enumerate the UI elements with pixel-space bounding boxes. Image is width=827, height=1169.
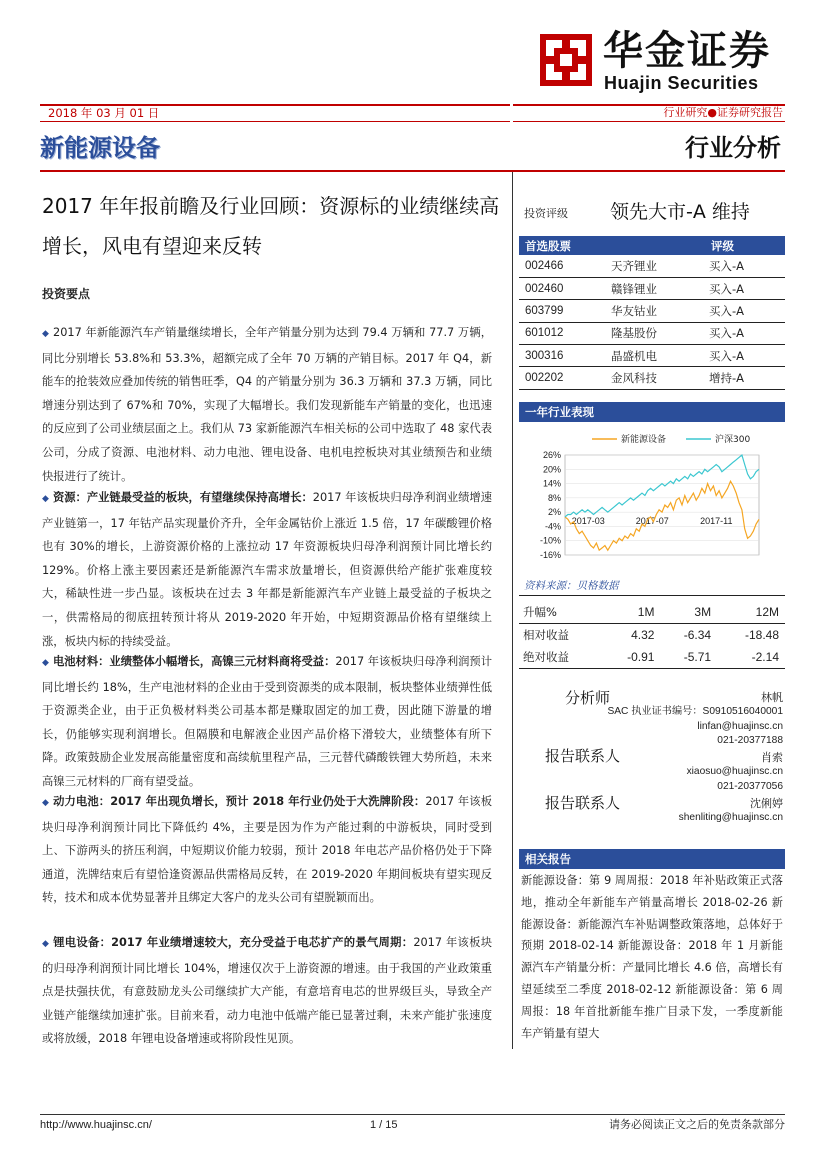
header-divider: [40, 170, 785, 172]
perf-row-label: 绝对收益: [519, 646, 604, 669]
sector-title: 新能源设备: [40, 134, 160, 162]
legend-label-sector: 新能源设备: [621, 435, 667, 445]
analyst-name: 林帆: [761, 691, 783, 704]
chart-source: 资料来源：贝格数据: [524, 580, 619, 592]
diamond-bullet-icon: ◆: [42, 494, 49, 504]
page-number: 1 / 15: [370, 1119, 398, 1131]
table-row: [519, 255, 785, 277]
stock-name: 金风科技: [605, 367, 705, 389]
industry-performance-chart: [519, 427, 785, 577]
perf-row-label: 相对收益: [523, 628, 569, 642]
key-point-heading: 锂电设备：2017 年业绩增速较大，充分受益于电芯扩产的景气周期：: [53, 936, 414, 949]
header-top-picks: 首选股票: [519, 236, 605, 255]
x-tick-label: 2017-11: [700, 515, 733, 526]
chart-grid: [565, 455, 759, 555]
key-point-1: [42, 321, 492, 488]
legend-label-hs300: 沪深300: [715, 435, 751, 445]
table-row: [519, 277, 785, 299]
series-line-hs300: [565, 455, 759, 517]
doc-type: 行业分析: [685, 134, 781, 162]
contact-label: 报告联系人: [545, 794, 621, 812]
stock-rating: 买入-A: [705, 255, 785, 277]
analyst-phone: 021-20377188: [717, 735, 783, 746]
stock-code: 300316: [519, 345, 605, 367]
y-tick-label: 14%: [542, 478, 561, 489]
chart-legend: [592, 433, 750, 445]
perf-header-3m: 3M: [660, 601, 717, 624]
table-row: [519, 345, 785, 367]
top-picks-table: [519, 236, 785, 390]
analyst-cert: SAC 执业证书编号：S0910516040001: [607, 706, 783, 717]
table-row: [519, 322, 785, 344]
stock-name: 隆基股份: [605, 322, 705, 344]
key-point-text: 2017 年该板块的归母净利润预计同比增长 104%，增速仅次于上游资源的增速。由于我国的产业政策重点是扶强扶优，有意鼓励龙头公司继续扩大产能，有意培育电芯的世界级巨头，导致全产业链产能继续加速扩张。目前来看，动力电池中低端产能已显著过剩，未来产能扩张速度或将放缓，2018 年锂电设备增速或将阶段性见顶。: [42, 936, 492, 1046]
contact-email: xiaosuo@huajinsc.cn: [686, 766, 783, 777]
perf-1m: 4.32: [631, 628, 655, 642]
rating-label: 投资评级: [524, 207, 568, 220]
logo-chinese: 华金证券: [603, 28, 771, 74]
stock-code: 002202: [519, 367, 605, 389]
stock-rating: 买入-A: [705, 322, 785, 344]
header-rating: 评级: [705, 236, 785, 255]
diamond-bullet-icon: ◆: [42, 798, 50, 808]
chart-x-axis: [572, 516, 733, 526]
logo-english: Huajin Securities: [604, 73, 759, 93]
y-tick-label: 20%: [542, 464, 561, 475]
table-row: [519, 624, 785, 647]
perf-header-label: 升幅%: [519, 601, 604, 624]
stock-rating: 增持-A: [705, 367, 785, 389]
stock-name: 晶盛机电: [605, 345, 705, 367]
stock-rating: 买入-A: [705, 345, 785, 367]
y-tick-label: 8%: [547, 492, 561, 503]
table-row: [519, 646, 785, 669]
y-tick-label: -4%: [544, 521, 561, 532]
stock-code: 603799: [519, 300, 605, 322]
x-tick-label: 2017-03: [571, 515, 605, 526]
contact-name: 肖索: [761, 751, 783, 764]
report-type: 行业研究●证券研究报告: [663, 106, 783, 119]
diamond-bullet-icon: ◆: [42, 658, 49, 668]
report-date: 2018 年 03 月 01 日: [48, 106, 160, 120]
perf-12m: -2.14: [717, 646, 785, 669]
analyst-label: 分析师: [565, 689, 611, 707]
contact-email: shenliting@huajinsc.cn: [678, 812, 783, 823]
table-header: [519, 601, 785, 624]
footer-divider: [40, 1114, 785, 1115]
performance-table: [519, 601, 785, 669]
key-point-text: 2017 年该板块归母净利润业绩增速产业链第一，17 年钴产品实现量价齐升，全年金属钴价上涨近 1.5 倍，17 年碳酸锂价格也有 30%的增长，上游资源价格的上涨拉动 17 年资源板块归母净利润预计同比增长约 129%。价格上涨主要因素还是新能源汽车需求放量增长，但资源供给产能扩张难度较大，稀缺性进一步凸显。该板块在过去 3 年都是新能源汽车产业链上最受益的子板块之一，供需格局的彻底扭转预计将从 2019-2020 年开始，中短期资源品价格有望继续上涨，板块内标的持续受益。: [42, 491, 493, 648]
table-row: [519, 300, 785, 322]
huajin-logo-icon: [540, 34, 592, 86]
y-tick-label: 26%: [542, 450, 561, 460]
related-reports-list: 新能源设备：第 9 周周报：2018 年补贴政策正式落地，推动全年新能车产销量高增长 2018-02-26 新能源设备：新能源汽车补贴调整政策落地，总体好于预期 2018-02-14 新能源设备：2018 年 1 月新能源汽车产销量分析：产量同比增长 4.6 倍，高增长有望延续至二季度 2018-02-12 新能源设备：第 6 周周报：18 年首批新能车推广目录下发，一季度新能车产销量有望大: [521, 874, 783, 1040]
report-title: 2017 年年报前瞻及行业回顾：资源标的业绩继续高增长，风电有望迎来反转: [42, 194, 500, 258]
chart-frame: [565, 455, 759, 555]
key-point-2: [42, 486, 492, 653]
column-divider: [512, 172, 513, 1049]
chart-y-axis: [540, 450, 561, 560]
key-point-text: 2017 年该板块归母净利润预计同比下降低约 4%，主要是因为作为产能过剩的中游板块，同时受到上、下游两头的挤压利润，中短期议价能力较弱，预计 2018 年电芯产品价格仍处于下降通道，洗牌结束后有望恰逢资源品供需格局反转，在 2019-2020 年期间板块有望实现反转，技术和成本优势显著并且绑定大客户的龙头公司有望脱颖而出。: [42, 795, 493, 905]
stock-rating: 买入-A: [705, 300, 785, 322]
perf-12m: -18.48: [744, 628, 779, 642]
analyst-email: linfan@huajinsc.cn: [697, 720, 783, 732]
key-points-heading: 投资要点: [42, 287, 91, 301]
key-point-text: 2017 年该板块归母净利润预计同比增长约 18%，生产电池材料的企业由于受到资源类的成本限制，板块整体业绩弹性低于资源类企业，由于正负极材料类公司基本都是赚取固定的加工费，因此随下游量的增长，仍能够实现利润增长。但隔膜和电解液企业因产品价格下滑较大，业绩整体有所下降。政策鼓励企业发展高能量密度和高续航里程产品，三元替代磷酸铁锂大势所趋，未来高镍三元材料的厂商有望受益。: [42, 655, 493, 788]
perf-1m: -0.91: [604, 646, 661, 669]
rating-value: 领先大市-A 维持: [610, 201, 750, 223]
key-point-text: 2017 年新能源汽车产销量继续增长，全年产销量分别为达到 79.4 万辆和 77.7 万辆，同比分别增长 53.8%和 53.3%，超额完成了全年 70 万辆的产销目标。2017 年 Q4，新能车的抢装效应叠加传统的销售旺季，Q4 的产销量分别为 36.3 万辆和 37.3 万辆，同比增速分别达到了 67%和 70%，实现了大幅增长。我们发现新能车产销量的变化，也迅速的反应到了公司业绩层面之上。我们从 73 家新能源汽车相关标的公司中选取了 48 家代表公司，分成了资源、电池材料、动力电池、锂电设备、电机电控板块对其业绩预告和业绩快报进行了统计。: [42, 326, 493, 483]
key-point-5: [42, 931, 492, 1051]
stock-name: 天齐锂业: [605, 255, 705, 277]
footer-url[interactable]: http://www.huajinsc.cn/: [40, 1119, 152, 1131]
key-point-4: [42, 790, 492, 910]
stock-name: 赣锋锂业: [605, 277, 705, 299]
footer-disclaimer: 请务必阅读正文之后的免责条款部分: [609, 1118, 785, 1131]
diamond-bullet-icon: ◆: [42, 329, 50, 339]
y-tick-label: -10%: [539, 535, 561, 546]
table-header: [519, 236, 785, 255]
related-reports-heading: 相关报告: [519, 849, 785, 869]
key-point-heading: 动力电池：2017 年出现负增长，预计 2018 年行业仍处于大洗牌阶段：: [53, 795, 426, 808]
contact-label: 报告联系人: [545, 747, 621, 765]
contact-name: 沈俐婷: [750, 797, 783, 810]
perf-3m: -6.34: [683, 628, 712, 642]
chart-heading: 一年行业表现: [519, 402, 785, 422]
header-name: [605, 236, 705, 255]
y-tick-label: -16%: [539, 550, 561, 560]
contact-phone: 021-20377056: [717, 780, 783, 792]
perf-header-1m: 1M: [604, 601, 661, 624]
stock-code: 002460: [519, 277, 605, 299]
x-tick-label: 2017-07: [635, 515, 669, 526]
stock-code: 601012: [519, 322, 605, 344]
key-point-3: [42, 650, 492, 794]
stock-name: 华友钴业: [605, 300, 705, 322]
stock-code: 002466: [519, 255, 605, 277]
perf-3m: -5.71: [660, 646, 717, 669]
diamond-bullet-icon: ◆: [42, 939, 50, 949]
perf-header-12m: 12M: [717, 601, 785, 624]
y-tick-label: 2%: [547, 507, 561, 518]
table-row: [519, 367, 785, 389]
stock-rating: 买入-A: [705, 277, 785, 299]
key-point-heading: 电池材料：业绩整体小幅增长，高镍三元材料商将受益：: [52, 655, 336, 668]
key-point-heading: 资源：产业链最受益的板块，有望继续保持高增长：: [52, 491, 313, 504]
source-divider: [519, 595, 785, 596]
